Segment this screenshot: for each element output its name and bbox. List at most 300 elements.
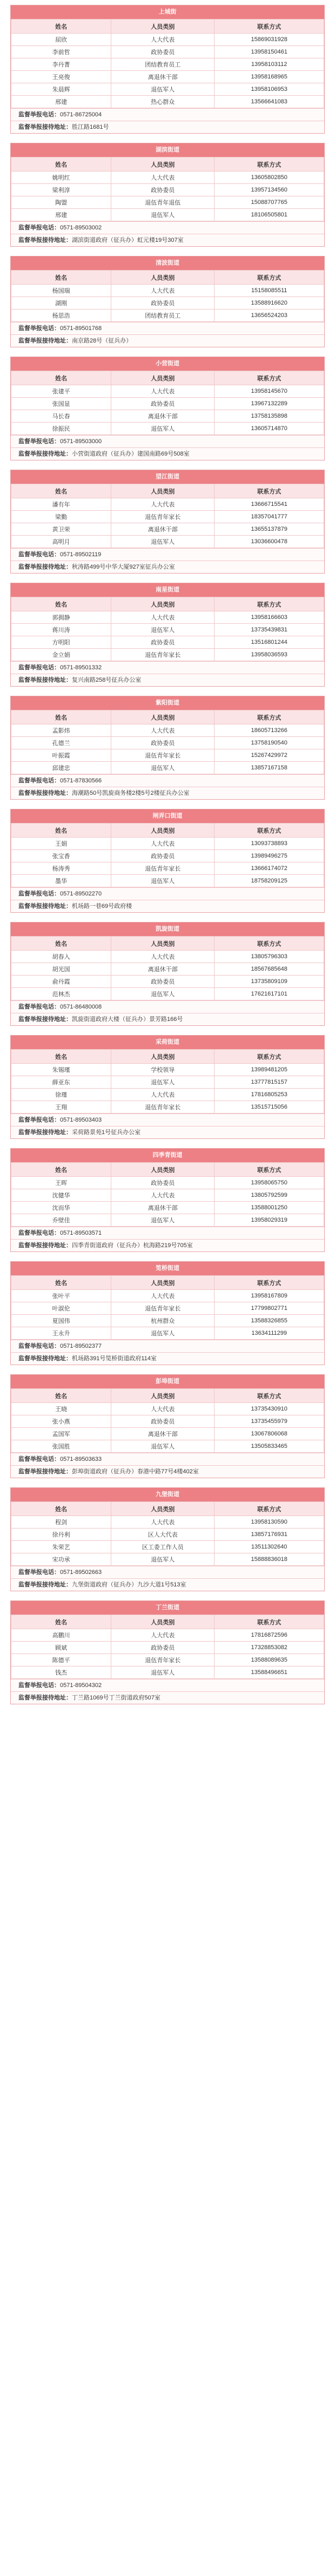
column-header-category: 人员类别 <box>111 19 215 34</box>
report-phone-value: 0571-89502119 <box>60 551 102 558</box>
member-category: 人大代表 <box>111 1290 215 1302</box>
report-address-line <box>11 1691 324 1704</box>
member-category: 人大代表 <box>111 1403 215 1415</box>
member-category: 团结教育员工 <box>111 309 215 322</box>
column-header-category: 人员类别 <box>111 1276 215 1290</box>
table-row <box>11 46 324 58</box>
table-row <box>11 1101 324 1114</box>
member-name: 薛亚东 <box>11 1076 111 1089</box>
report-address-line <box>11 1578 324 1591</box>
column-header-name: 姓名 <box>11 1163 111 1177</box>
member-category: 退伍军人 <box>111 988 215 1000</box>
report-phone-line <box>11 435 324 447</box>
report-phone-value: 0571-89504302 <box>60 1682 102 1689</box>
table-row <box>11 1440 324 1453</box>
column-header-name: 姓名 <box>11 1615 111 1629</box>
member-category: 退伍青年家长 <box>111 862 215 875</box>
member-category: 离退休干部 <box>111 1428 215 1440</box>
member-name: 叶淑伦 <box>11 1302 111 1315</box>
table-row <box>11 297 324 309</box>
report-phone-label: 监督举报电话： <box>18 891 60 897</box>
member-phone: 17621617101 <box>215 988 324 1000</box>
report-address-line <box>11 334 324 347</box>
member-phone: 15869031928 <box>215 34 324 46</box>
member-name: 姚明红 <box>11 172 111 184</box>
table-header-row <box>11 1163 324 1177</box>
report-address-value: 机场路391号笕桥街道政府114室 <box>72 1355 157 1362</box>
report-phone-line <box>11 108 324 121</box>
member-name: 高鹏川 <box>11 1629 111 1642</box>
member-name: 王晖 <box>11 1177 111 1189</box>
report-phone-label: 监督举报电话： <box>18 551 60 558</box>
member-category: 退伍军人 <box>111 423 215 435</box>
column-header-name: 姓名 <box>11 597 111 611</box>
table-header-row <box>11 19 324 34</box>
report-address-value: 胜江路1681号 <box>72 124 109 130</box>
table-row <box>11 1666 324 1679</box>
report-address-value: 小营街道政府（征兵办）建国南路69号508室 <box>72 451 190 457</box>
column-header-category: 人员类别 <box>111 710 215 724</box>
table-row <box>11 523 324 536</box>
table-row <box>11 83 324 96</box>
report-phone-value: 0571-89501768 <box>60 325 102 332</box>
member-name: 王晓 <box>11 1403 111 1415</box>
report-phone-label: 监督举报电话： <box>18 1117 60 1123</box>
report-phone-line <box>11 1114 324 1126</box>
member-name: 沈健华 <box>11 1189 111 1202</box>
member-category: 离退休干部 <box>111 963 215 976</box>
member-phone: 13588089635 <box>215 1654 324 1666</box>
member-table <box>11 1049 324 1114</box>
report-address-label: 监督举报接待地址： <box>18 677 72 683</box>
member-category: 退伍青年家长 <box>111 1654 215 1666</box>
member-name: 孔德兰 <box>11 737 111 749</box>
member-name: 潘有年 <box>11 498 111 511</box>
column-header-category: 人员类别 <box>111 271 215 285</box>
member-category: 退伍军人 <box>111 624 215 636</box>
section-title: 清波街道 <box>11 256 324 270</box>
column-header-contact: 联系方式 <box>215 371 324 385</box>
member-phone: 13958150461 <box>215 46 324 58</box>
table-row <box>11 410 324 423</box>
report-phone-line <box>11 1679 324 1691</box>
section-title: 紫阳街道 <box>11 696 324 710</box>
member-name: 孟国军 <box>11 1428 111 1440</box>
member-name: 钱杰 <box>11 1666 111 1679</box>
member-name: 叶振霞 <box>11 749 111 762</box>
street-section <box>10 696 325 800</box>
member-category: 退伍青年退伍 <box>111 196 215 209</box>
street-section <box>10 583 325 687</box>
member-category: 杭州群众 <box>111 1315 215 1327</box>
column-header-category: 人员类别 <box>111 1389 215 1403</box>
report-address-line <box>11 121 324 133</box>
member-phone: 18605713266 <box>215 724 324 737</box>
member-category: 离退休干部 <box>111 1202 215 1214</box>
member-category: 人大代表 <box>111 172 215 184</box>
member-category: 区工委工作人员 <box>111 1541 215 1553</box>
member-name: 黄卫荣 <box>11 523 111 536</box>
table-row <box>11 838 324 850</box>
report-phone-value: 0571-89502270 <box>60 891 102 897</box>
report-phone-line <box>11 661 324 674</box>
member-category: 人大代表 <box>111 838 215 850</box>
member-category: 退伍军人 <box>111 1666 215 1679</box>
column-header-category: 人员类别 <box>111 597 215 611</box>
street-section <box>10 5 325 134</box>
member-phone: 13958168965 <box>215 71 324 83</box>
member-phone: 13511302640 <box>215 1541 324 1553</box>
street-section <box>10 1148 325 1252</box>
member-category: 人大代表 <box>111 1089 215 1101</box>
table-row <box>11 611 324 624</box>
member-name: 杨思浩 <box>11 309 111 322</box>
table-row <box>11 285 324 297</box>
member-table <box>11 1615 324 1679</box>
table-row <box>11 649 324 661</box>
report-address-line <box>11 447 324 460</box>
member-category: 退伍青年家长 <box>111 649 215 661</box>
member-phone: 13093738893 <box>215 838 324 850</box>
member-category: 退伍军人 <box>111 1076 215 1089</box>
report-phone-value: 0571-89503000 <box>60 438 102 445</box>
member-phone: 13605714870 <box>215 423 324 435</box>
member-phone: 13989496275 <box>215 850 324 862</box>
member-category: 政协委员 <box>111 398 215 410</box>
report-phone-value: 0571-89503002 <box>60 225 102 231</box>
report-phone-label: 监督举报电话： <box>18 1004 60 1010</box>
member-name: 杨涛秀 <box>11 862 111 875</box>
member-phone: 13805796303 <box>215 951 324 963</box>
member-category: 离退休干部 <box>111 71 215 83</box>
table-row <box>11 71 324 83</box>
member-name: 乔壁佳 <box>11 1214 111 1227</box>
member-name: 陈德平 <box>11 1654 111 1666</box>
member-category: 人大代表 <box>111 34 215 46</box>
report-phone-line <box>11 774 324 787</box>
member-name: 邢建 <box>11 209 111 221</box>
table-row <box>11 1177 324 1189</box>
column-header-contact: 联系方式 <box>215 710 324 724</box>
section-title: 彭埠街道 <box>11 1375 324 1388</box>
column-header-name: 姓名 <box>11 484 111 498</box>
table-row <box>11 1541 324 1553</box>
column-header-category: 人员类别 <box>111 1050 215 1064</box>
report-address-label: 监督举报接待地址： <box>18 237 72 243</box>
report-phone-line <box>11 221 324 234</box>
member-category: 热心群众 <box>111 96 215 108</box>
table-header-row <box>11 1050 324 1064</box>
member-phone: 13958029319 <box>215 1214 324 1227</box>
member-name: 杨国瑞 <box>11 285 111 297</box>
section-title: 小营街道 <box>11 357 324 371</box>
member-phone: 13958106953 <box>215 83 324 96</box>
table-row <box>11 398 324 410</box>
column-header-name: 姓名 <box>11 710 111 724</box>
street-section <box>10 256 325 347</box>
member-phone: 13735430910 <box>215 1403 324 1415</box>
section-title: 采荷街道 <box>11 1036 324 1049</box>
report-address-label: 监督举报接待地址： <box>18 903 72 910</box>
member-name: 顾斌 <box>11 1642 111 1654</box>
member-phone: 18106505801 <box>215 209 324 221</box>
table-header-row <box>11 937 324 951</box>
member-name: 王亮俊 <box>11 71 111 83</box>
column-header-contact: 联系方式 <box>215 823 324 838</box>
table-row <box>11 385 324 398</box>
column-header-contact: 联系方式 <box>215 484 324 498</box>
table-row <box>11 1516 324 1529</box>
member-category: 退伍军人 <box>111 1214 215 1227</box>
member-category: 政协委员 <box>111 636 215 649</box>
member-category: 政协委员 <box>111 46 215 58</box>
table-row <box>11 862 324 875</box>
table-header-row <box>11 710 324 724</box>
report-phone-line <box>11 1000 324 1013</box>
section-title: 望江街道 <box>11 470 324 484</box>
member-phone: 13967132289 <box>215 398 324 410</box>
member-name: 徐振民 <box>11 423 111 435</box>
report-address-value: 海潮路50号凯旋商务楼2楼5号2楼征兵办公室 <box>72 790 190 796</box>
member-name: 程剑 <box>11 1516 111 1529</box>
report-address-value: 秋涛路499号中华大厦927室征兵办公室 <box>72 564 175 570</box>
member-category: 人大代表 <box>111 385 215 398</box>
column-header-category: 人员类别 <box>111 1163 215 1177</box>
member-table <box>11 270 324 322</box>
report-address-label: 监督举报接待地址： <box>18 1242 72 1249</box>
table-row <box>11 749 324 762</box>
column-header-category: 人员类别 <box>111 371 215 385</box>
table-row <box>11 1315 324 1327</box>
table-row <box>11 875 324 887</box>
report-phone-line <box>11 548 324 561</box>
report-address-label: 监督举报接待地址： <box>18 124 72 130</box>
member-name: 宋功承 <box>11 1553 111 1566</box>
table-row <box>11 309 324 322</box>
member-table <box>11 1501 324 1566</box>
member-category: 离退休干部 <box>111 523 215 536</box>
column-header-category: 人员类别 <box>111 484 215 498</box>
street-section <box>10 470 325 574</box>
member-category: 人大代表 <box>111 724 215 737</box>
report-phone-line <box>11 1227 324 1239</box>
report-address-line <box>11 900 324 912</box>
member-phone: 13588496651 <box>215 1666 324 1679</box>
table-row <box>11 498 324 511</box>
member-category: 退伍军人 <box>111 209 215 221</box>
member-category: 政协委员 <box>111 976 215 988</box>
member-name: 蒋川涛 <box>11 624 111 636</box>
member-name: 王永升 <box>11 1327 111 1340</box>
member-category: 退伍军人 <box>111 1440 215 1453</box>
member-table <box>11 371 324 435</box>
member-phone: 13758190540 <box>215 737 324 749</box>
member-phone: 13958145670 <box>215 385 324 398</box>
member-phone: 13588916620 <box>215 297 324 309</box>
column-header-name: 姓名 <box>11 823 111 838</box>
member-category: 退伍军人 <box>111 83 215 96</box>
member-name: 徐瑾 <box>11 1089 111 1101</box>
member-name: 高明月 <box>11 536 111 548</box>
report-phone-label: 监督举报电话： <box>18 1569 60 1576</box>
report-phone-value: 0571-89502377 <box>60 1343 102 1349</box>
street-section <box>10 1600 325 1704</box>
member-phone: 13067806068 <box>215 1428 324 1440</box>
member-category: 退伍军人 <box>111 875 215 887</box>
member-category: 退伍军人 <box>111 1553 215 1566</box>
report-phone-value: 0571-89503403 <box>60 1117 102 1123</box>
member-name: 陶盟 <box>11 196 111 209</box>
report-address-label: 监督举报接待地址： <box>18 1129 72 1136</box>
table-row <box>11 1302 324 1315</box>
member-phone: 13989481205 <box>215 1064 324 1076</box>
table-row <box>11 511 324 523</box>
report-phone-value: 0571-89503571 <box>60 1230 102 1236</box>
report-address-line <box>11 1126 324 1138</box>
report-address-label: 监督举报接待地址： <box>18 1582 72 1588</box>
report-phone-label: 监督举报电话： <box>18 325 60 332</box>
report-phone-label: 监督举报电话： <box>18 1343 60 1349</box>
report-address-value: 九堡街道政府（征兵办）九沙大道1号513室 <box>72 1582 186 1588</box>
member-category: 退伍青年家长 <box>111 1302 215 1315</box>
street-section <box>10 357 325 460</box>
member-name: 马长春 <box>11 410 111 423</box>
table-row <box>11 1553 324 1566</box>
table-row <box>11 184 324 196</box>
report-phone-line <box>11 1453 324 1465</box>
report-address-value: 丁兰路1069号丁兰街道政府507室 <box>72 1695 160 1701</box>
member-phone: 13666715541 <box>215 498 324 511</box>
member-name: 沈而华 <box>11 1202 111 1214</box>
column-header-contact: 联系方式 <box>215 1163 324 1177</box>
member-table <box>11 484 324 548</box>
member-name: 屈欣 <box>11 34 111 46</box>
member-category: 政协委员 <box>111 737 215 749</box>
report-address-line <box>11 1013 324 1025</box>
table-row <box>11 1089 324 1101</box>
table-row <box>11 1415 324 1428</box>
report-phone-label: 监督举报电话： <box>18 438 60 445</box>
column-header-name: 姓名 <box>11 1502 111 1516</box>
report-phone-line <box>11 887 324 900</box>
member-name: 湖刚 <box>11 297 111 309</box>
report-address-line <box>11 1465 324 1478</box>
member-phone: 18758209125 <box>215 875 324 887</box>
member-phone: 13505833465 <box>215 1440 324 1453</box>
member-name: 王娟 <box>11 838 111 850</box>
report-phone-value: 0571-89502663 <box>60 1569 102 1576</box>
column-header-contact: 联系方式 <box>215 1615 324 1629</box>
member-table <box>11 1388 324 1453</box>
table-row <box>11 209 324 221</box>
report-phone-value: 0571-86480008 <box>60 1004 102 1010</box>
table-row <box>11 1654 324 1666</box>
member-phone: 13735809109 <box>215 976 324 988</box>
member-name: 方明阳 <box>11 636 111 649</box>
report-address-label: 监督举报接待地址： <box>18 1468 72 1475</box>
column-header-contact: 联系方式 <box>215 1502 324 1516</box>
member-phone: 13515715056 <box>215 1101 324 1114</box>
member-category: 学校领导 <box>111 1064 215 1076</box>
section-title: 闸弄口街道 <box>11 809 324 823</box>
member-table <box>11 19 324 108</box>
member-phone: 13516801244 <box>215 636 324 649</box>
column-header-category: 人员类别 <box>111 937 215 951</box>
report-phone-line <box>11 1340 324 1352</box>
member-category: 政协委员 <box>111 1642 215 1654</box>
member-category: 退伍军人 <box>111 762 215 774</box>
report-phone-label: 监督举报电话： <box>18 1230 60 1236</box>
column-header-name: 姓名 <box>11 157 111 172</box>
member-phone: 17816872596 <box>215 1629 324 1642</box>
report-address-value: 彭埠街道政府（征兵办）春港中路77号4楼402室 <box>72 1468 199 1475</box>
member-phone: 15888836018 <box>215 1553 324 1566</box>
table-header-row <box>11 1389 324 1403</box>
column-header-name: 姓名 <box>11 937 111 951</box>
member-phone: 13588001250 <box>215 1202 324 1214</box>
table-row <box>11 96 324 108</box>
column-header-contact: 联系方式 <box>215 271 324 285</box>
table-header-row <box>11 1615 324 1629</box>
member-name: 俞丹霞 <box>11 976 111 988</box>
member-name: 孟影炜 <box>11 724 111 737</box>
table-row <box>11 624 324 636</box>
report-phone-line <box>11 1566 324 1578</box>
member-phone: 17816805253 <box>215 1089 324 1101</box>
table-row <box>11 1428 324 1440</box>
table-row <box>11 1629 324 1642</box>
table-row <box>11 196 324 209</box>
member-category: 退伍军人 <box>111 536 215 548</box>
report-phone-line <box>11 322 324 334</box>
section-title: 九堡街道 <box>11 1488 324 1501</box>
member-phone: 13605802850 <box>215 172 324 184</box>
member-name: 梁利淳 <box>11 184 111 196</box>
column-header-category: 人员类别 <box>111 823 215 838</box>
street-section <box>10 922 325 1026</box>
street-section <box>10 1261 325 1365</box>
table-row <box>11 1327 324 1340</box>
report-phone-label: 监督举报电话： <box>18 111 60 118</box>
member-category: 人大代表 <box>111 951 215 963</box>
table-row <box>11 172 324 184</box>
member-phone: 13735455979 <box>215 1415 324 1428</box>
member-name: 朱荣艺 <box>11 1541 111 1553</box>
section-title: 凯旋街道 <box>11 923 324 936</box>
table-row <box>11 1642 324 1654</box>
table-row <box>11 762 324 774</box>
report-address-line <box>11 1239 324 1251</box>
section-title: 上城街 <box>11 5 324 19</box>
report-address-line <box>11 234 324 246</box>
table-row <box>11 951 324 963</box>
member-name: 郭拥静 <box>11 611 111 624</box>
member-phone: 13588326855 <box>215 1315 324 1327</box>
table-header-row <box>11 1502 324 1516</box>
table-header-row <box>11 371 324 385</box>
column-header-name: 姓名 <box>11 1389 111 1403</box>
table-row <box>11 1290 324 1302</box>
column-header-contact: 联系方式 <box>215 1276 324 1290</box>
member-name: 张小燕 <box>11 1415 111 1428</box>
member-name: 邱建忠 <box>11 762 111 774</box>
report-phone-label: 监督举报电话： <box>18 1456 60 1462</box>
member-category: 人大代表 <box>111 1629 215 1642</box>
table-row <box>11 536 324 548</box>
table-header-row <box>11 597 324 611</box>
member-phone: 13566641083 <box>215 96 324 108</box>
member-category: 退伍青年家长 <box>111 511 215 523</box>
